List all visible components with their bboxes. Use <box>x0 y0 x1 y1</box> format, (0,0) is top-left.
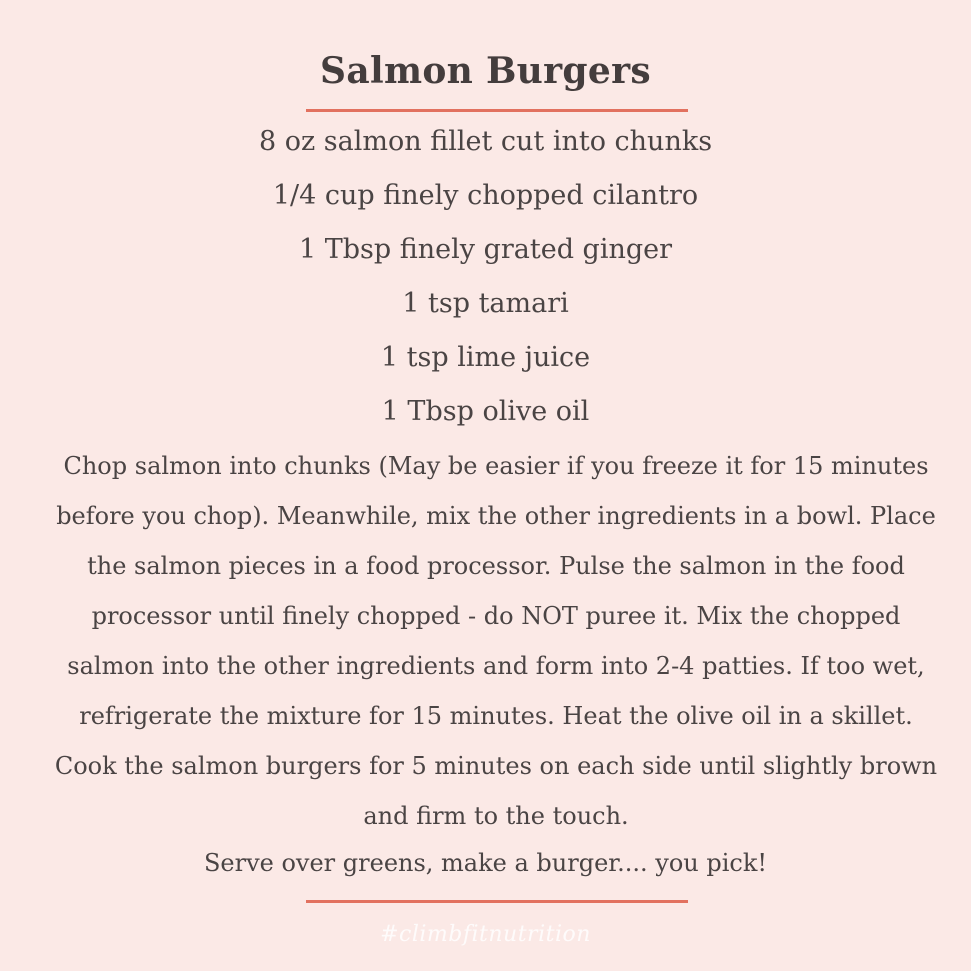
recipe-title: Salmon Burgers <box>320 50 651 92</box>
brand-watermark: #climbfitnutrition <box>380 922 591 947</box>
ingredient-item: 1 Tbsp olive oil <box>381 396 590 427</box>
ingredient-item: 1/4 cup finely chopped cilantro <box>272 180 699 211</box>
footer-divider <box>306 900 688 903</box>
ingredient-item: 8 oz salmon fillet cut into chunks <box>258 126 713 157</box>
ingredient-list <box>0 115 971 439</box>
ingredient-item: 1 tsp lime juice <box>380 342 591 373</box>
serving-note: Serve over greens, make a burger.... you pick! <box>203 849 768 877</box>
title-divider <box>306 109 688 112</box>
ingredient-item: 1 Tbsp finely grated ginger <box>298 234 673 265</box>
recipe-instructions: Chop salmon into chunks (May be easier if you freeze it for 15 minutes before you chop). Meanwhile, mix the other ingredients in a bowl. Place the salmon pieces in a food processor. Pulse the salmon in the food processor until finely chopped - do NOT puree it. Mix the chopped salmon into the other ingredients and form into 2-4 patties. If too wet, refrigerate the mixture for 15 minutes. Heat the olive oil in a skillet. Cook the salmon burgers for 5 minutes on each side until slightly brown and firm to the touch. <box>54 452 938 830</box>
ingredient-item: 1 tsp tamari <box>402 288 569 319</box>
